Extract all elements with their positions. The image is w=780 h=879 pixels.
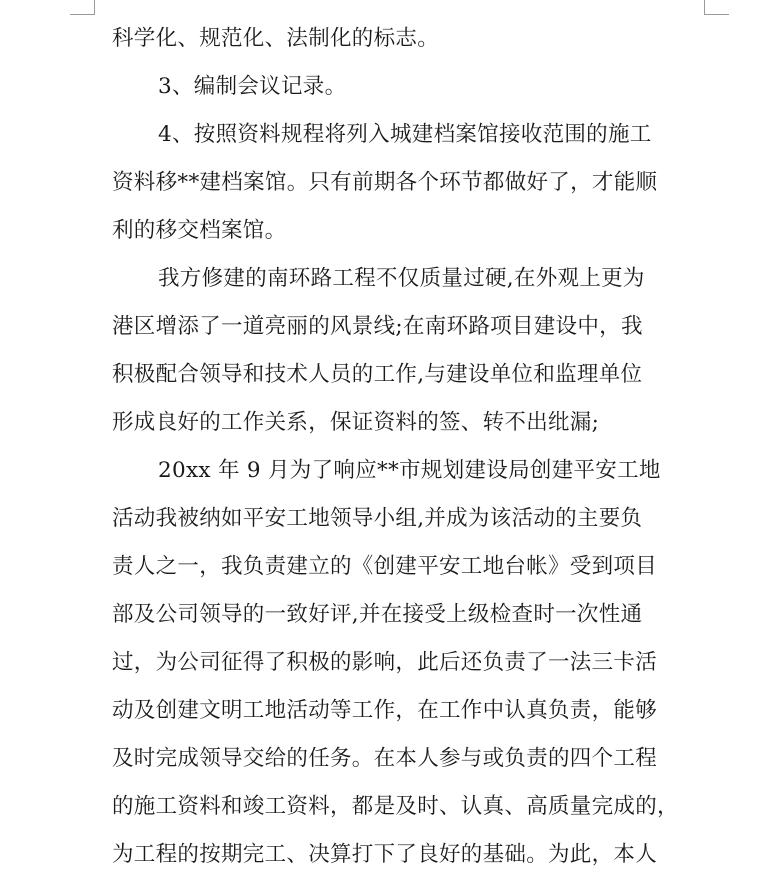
document-body bbox=[112, 15, 690, 879]
body-line: 我方修建的南环路工程不仅质量过硬,在外观上更为 bbox=[158, 266, 645, 291]
body-line: 20xx 年 9 月为了响应**市规划建设局创建平安工地 bbox=[158, 458, 661, 483]
body-line: 科学化、规范化、法制化的标志。 bbox=[112, 26, 440, 51]
body-line: 4、按照资料规程将列入城建档案馆接收范围的施工 bbox=[158, 122, 652, 147]
body-line: 利的移交档案馆。 bbox=[112, 218, 287, 243]
body-line: 及时完成领导交给的任务。在本人参与或负责的四个工程 bbox=[112, 746, 658, 771]
body-line: 为工程的按期完工、决算打下了良好的基础。为此，本人 bbox=[112, 842, 658, 867]
body-line: 的施工资料和竣工资料，都是及时、认真、高质量完成的， bbox=[112, 794, 679, 819]
body-line: 积极配合领导和技术人员的工作,与建设单位和监理单位 bbox=[112, 362, 643, 387]
body-line: 3、编制会议记录。 bbox=[158, 74, 347, 99]
body-line: 资料移**建档案馆。只有前期各个环节都做好了，才能顺 bbox=[112, 170, 658, 195]
body-line: 形成良好的工作关系，保证资料的签、转不出纰漏; bbox=[112, 410, 600, 435]
body-line: 动及创建文明工地活动等工作，在工作中认真负责，能够 bbox=[112, 698, 658, 723]
body-line: 活动我被纳如平安工地领导小组,并成为该活动的主要负 bbox=[112, 506, 643, 531]
body-line: 责人之一，我负责建立的《创建平安工地台帐》受到项目 bbox=[112, 554, 658, 579]
margin-corner-mark-right bbox=[704, 0, 729, 15]
body-line: 港区增添了一道亮丽的风景线;在南环路项目建设中，我 bbox=[112, 314, 643, 339]
body-line: 过，为公司征得了积极的影响，此后还负责了一法三卡活 bbox=[112, 650, 658, 675]
margin-corner-mark-left bbox=[70, 0, 95, 15]
body-line: 部及公司领导的一致好评,并在接受上级检查时一次性通 bbox=[112, 602, 643, 627]
